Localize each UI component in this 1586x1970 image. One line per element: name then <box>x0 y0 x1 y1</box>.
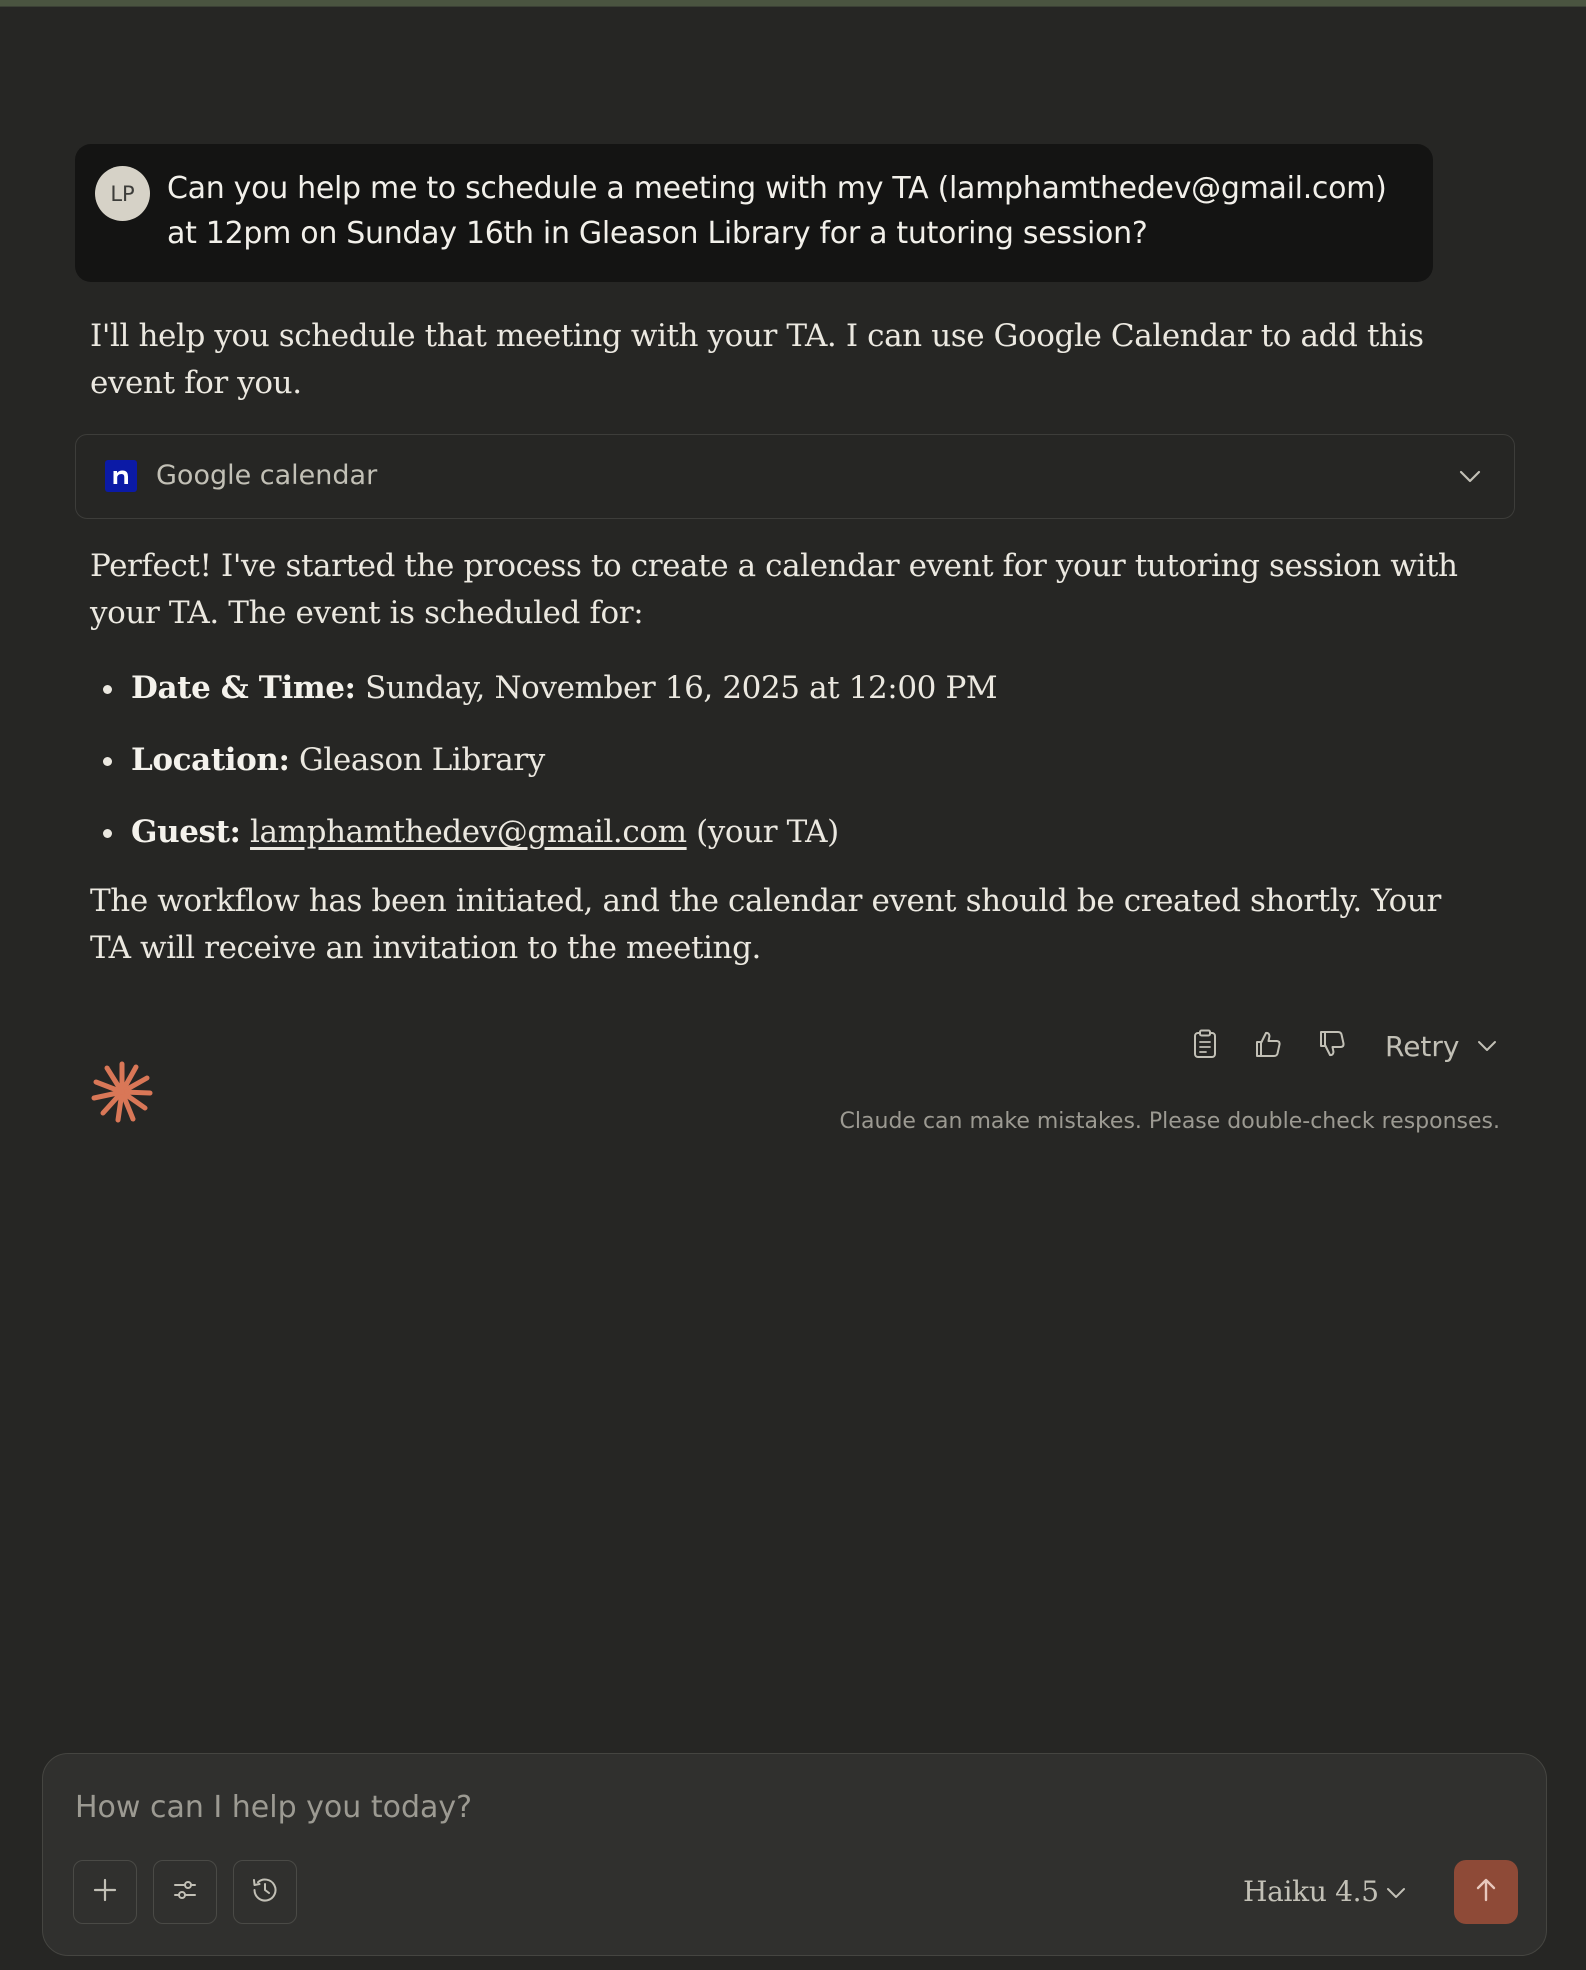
copy-button[interactable] <box>1183 1024 1227 1068</box>
disclaimer-text: Claude can make mistakes. Please double-check responses. <box>839 1109 1500 1134</box>
model-selector[interactable]: Haiku 4.5 <box>1243 1875 1379 1908</box>
retry-button[interactable]: Retry <box>1385 1030 1460 1063</box>
sliders-icon <box>170 1875 200 1909</box>
thumbs-up-icon <box>1251 1027 1285 1065</box>
event-details-list <box>90 665 1470 881</box>
clipboard-icon <box>1188 1027 1222 1065</box>
list-item <box>90 809 1470 881</box>
chevron-down-icon[interactable] <box>1474 1033 1500 1059</box>
guest-email-link[interactable]: lamphamthedev@gmail.com <box>250 814 687 850</box>
message-composer <box>42 1753 1547 1956</box>
detail-label: Date & Time: <box>131 670 356 706</box>
message-input[interactable] <box>73 1782 1477 1832</box>
n-logo-icon <box>105 460 137 492</box>
user-message <box>75 144 1433 282</box>
assistant-intro: I'll help you schedule that meeting with your TA. I can use Google Calendar to add this event for you. <box>90 318 1424 401</box>
tool-use-card[interactable] <box>75 434 1515 519</box>
arrow-up-icon <box>1471 1875 1501 1909</box>
thumbs-down-button[interactable] <box>1310 1024 1354 1068</box>
thumbs-down-icon <box>1315 1027 1349 1065</box>
detail-value: Sunday, November 16, 2025 at 12:00 PM <box>355 670 998 706</box>
chevron-down-icon[interactable] <box>1454 460 1486 492</box>
user-avatar[interactable]: LP <box>95 166 150 221</box>
claude-logo-icon <box>88 1058 156 1126</box>
send-button[interactable] <box>1454 1860 1518 1924</box>
plus-icon <box>90 1875 120 1909</box>
detail-value: (your TA) <box>686 814 839 850</box>
settings-button[interactable] <box>153 1860 217 1924</box>
chevron-down-icon[interactable] <box>1383 1880 1409 1906</box>
assistant-result-text: Perfect! I've started the process to create a calendar event for your tutoring session with your TA. The event is scheduled for: <box>90 548 1458 631</box>
detail-label: Guest: <box>131 814 241 850</box>
tool-card-label: Google calendar <box>156 460 378 491</box>
detail-value: Gleason Library <box>289 742 545 778</box>
history-button[interactable] <box>233 1860 297 1924</box>
add-button[interactable] <box>73 1860 137 1924</box>
list-item <box>90 665 1470 737</box>
clock-icon <box>249 1874 281 1910</box>
thumbs-up-button[interactable] <box>1246 1024 1290 1068</box>
list-item <box>90 737 1470 809</box>
detail-label: Location: <box>131 742 290 778</box>
user-message-text: Can you help me to schedule a meeting with my TA (lamphamthedev@gmail.com) at 12pm on Sunday 16th in Gleason Library for a tutoring session? <box>167 171 1387 251</box>
assistant-closing-text: The workflow has been initiated, and the calendar event should be created shortly. Your TA will receive an invitation to the meeting. <box>90 883 1441 966</box>
top-border <box>0 0 1586 7</box>
